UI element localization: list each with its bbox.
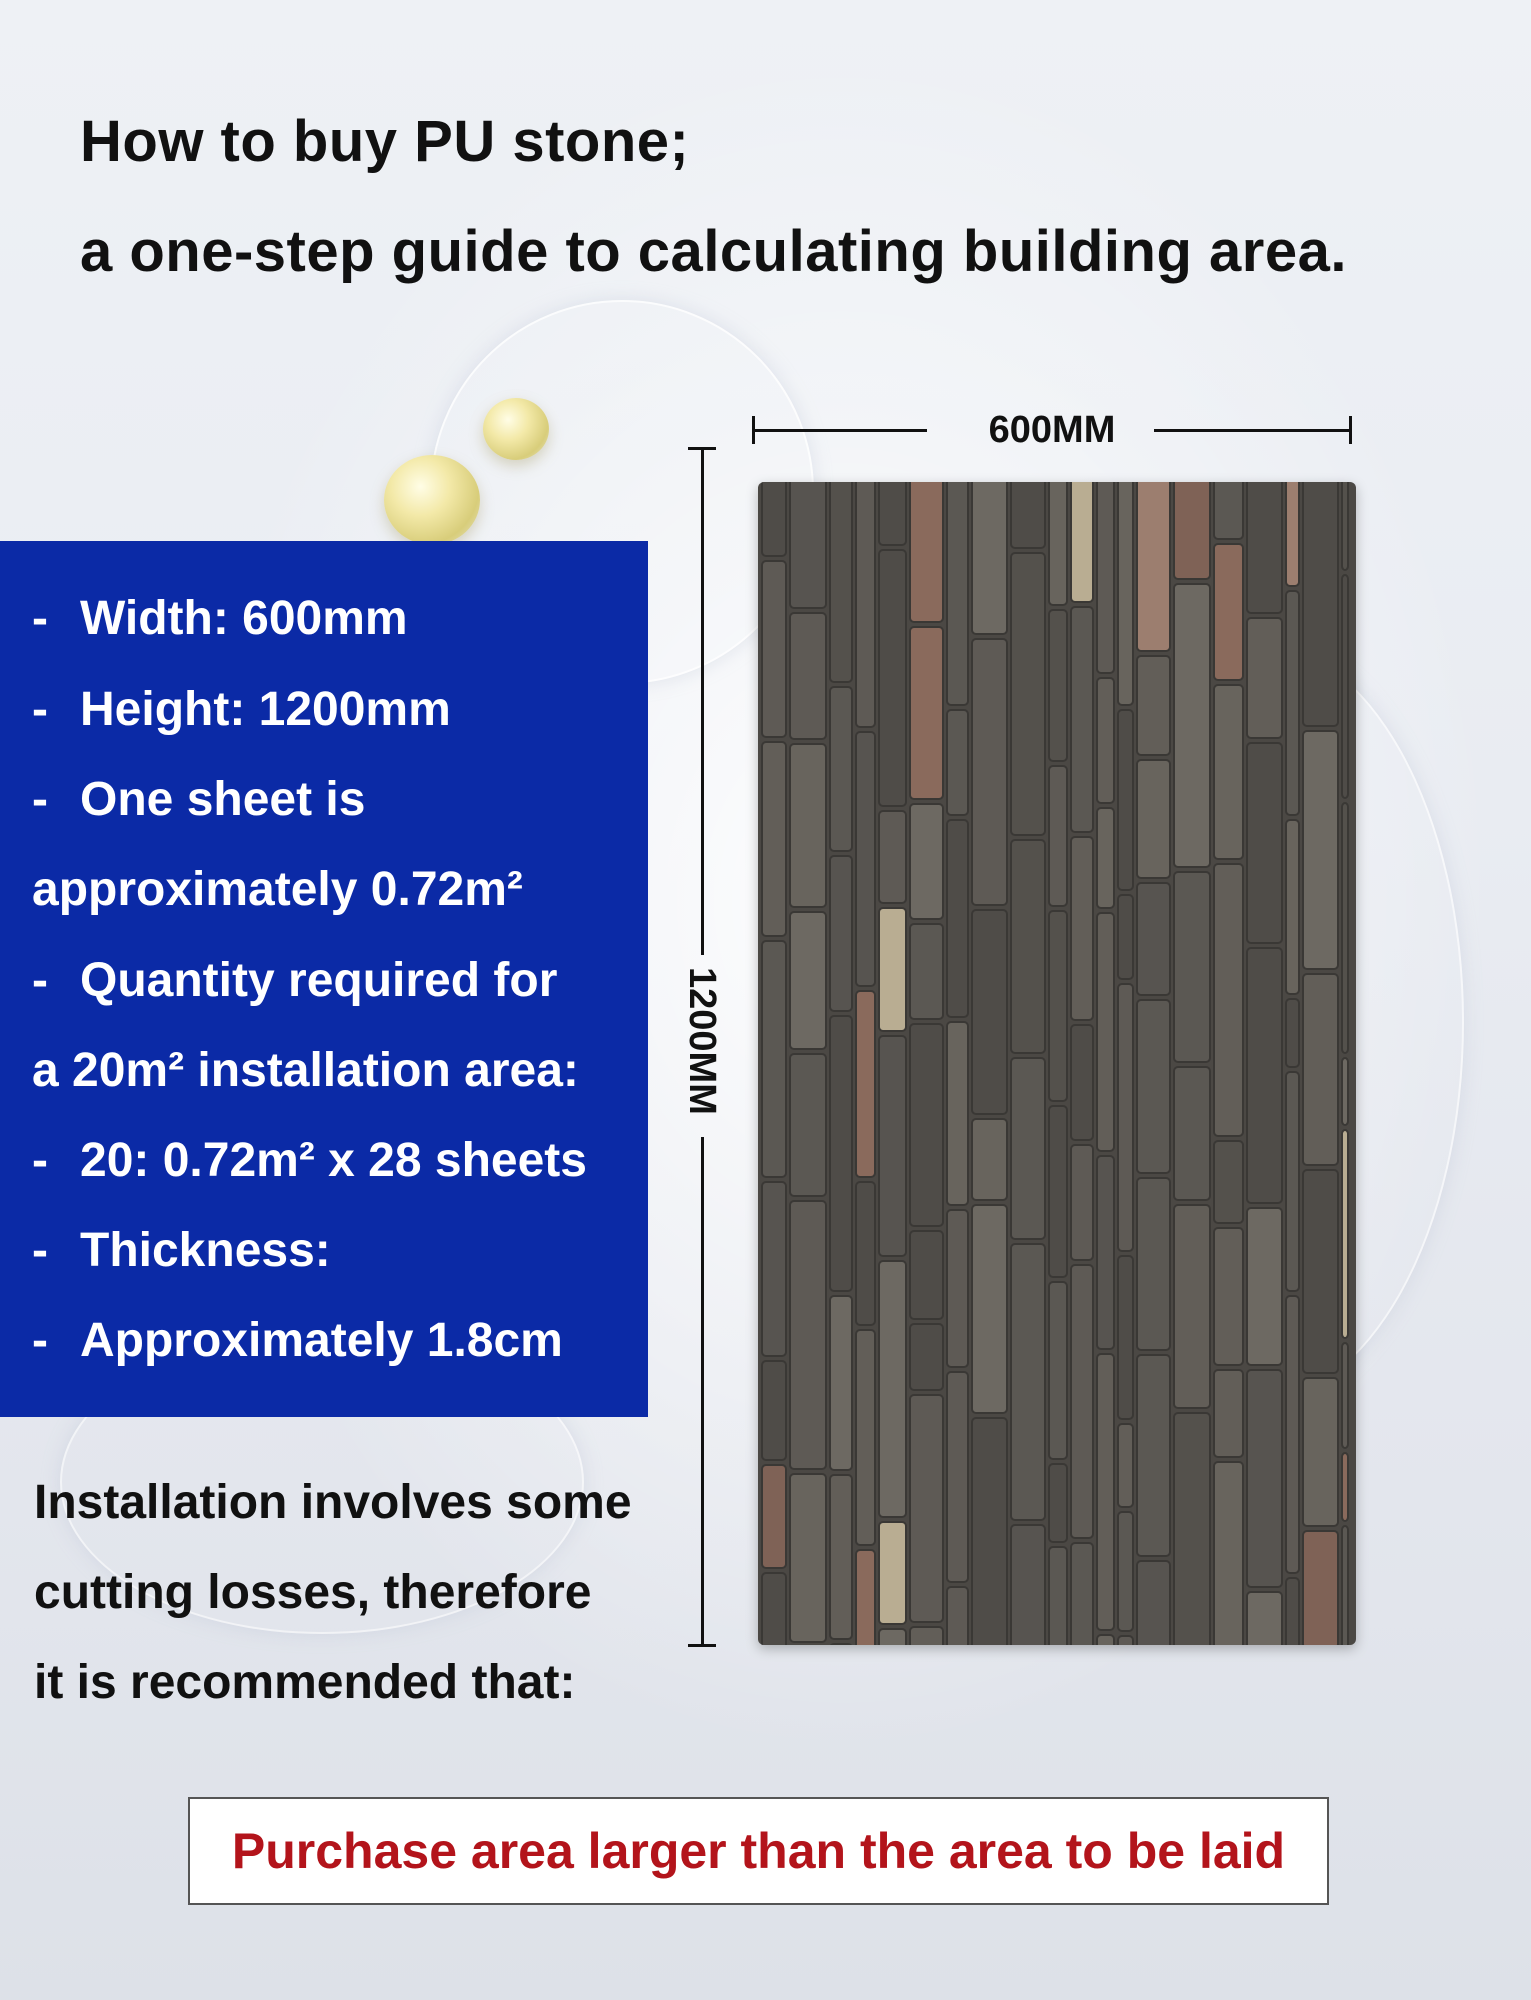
height-dimension xyxy=(682,447,722,1647)
purchase-recommendation-text: Purchase area larger than the area to be laid xyxy=(231,1823,1286,1879)
stone-brick xyxy=(1247,1208,1282,1365)
stone-brick xyxy=(1214,1370,1243,1457)
pu-stone-panel-image xyxy=(758,482,1356,1645)
spec-width: - Width: 600mm xyxy=(32,592,408,645)
stone-brick xyxy=(879,550,906,806)
stone-brick xyxy=(1174,872,1210,1062)
stone-brick xyxy=(790,1054,826,1196)
stone-brick xyxy=(1214,1228,1243,1365)
installation-note: it is recommended that: xyxy=(34,1656,576,1709)
stone-brick xyxy=(856,991,875,1177)
stone-brick xyxy=(972,1119,1007,1200)
stone-brick xyxy=(1137,1000,1170,1173)
stone-brick xyxy=(1011,840,1045,1053)
stone-brick xyxy=(1049,911,1067,1101)
width-dimension xyxy=(752,410,1352,450)
stone-brick xyxy=(790,744,826,907)
stone-brick xyxy=(1097,1156,1114,1349)
water-drop xyxy=(483,398,549,460)
stone-brick xyxy=(1137,760,1170,878)
stone-brick xyxy=(1137,482,1170,651)
stone-brick xyxy=(879,482,906,545)
stone-brick xyxy=(1118,1256,1133,1419)
stone-brick xyxy=(1174,1205,1210,1408)
stone-brick xyxy=(856,1550,875,1645)
purchase-recommendation-box xyxy=(188,1797,1329,1905)
stone-brick xyxy=(1303,731,1338,969)
stone-brick xyxy=(910,1024,943,1226)
stone-brick xyxy=(1097,808,1114,908)
stone-brick xyxy=(947,482,968,705)
stone-brick xyxy=(1174,1413,1210,1645)
width-label: 600MM xyxy=(988,409,1116,451)
stone-brick xyxy=(879,811,906,903)
spec-sheet-area: - One sheet is xyxy=(32,773,366,826)
stone-brick xyxy=(947,1022,968,1205)
stone-brick xyxy=(1214,1141,1243,1223)
page-subtitle: a one-step guide to calculating building area. xyxy=(80,219,1347,284)
specs-panel xyxy=(0,541,648,1417)
stone-brick xyxy=(972,482,1007,634)
stone-brick xyxy=(879,1261,906,1517)
stone-brick xyxy=(762,561,786,737)
stone-brick xyxy=(1011,482,1045,548)
stone-brick xyxy=(1097,482,1114,673)
stone-brick xyxy=(879,1629,906,1645)
stone-brick xyxy=(1342,482,1348,570)
stone-brick xyxy=(1011,1525,1045,1645)
stone-brick xyxy=(1342,803,1348,1053)
stone-brick xyxy=(910,804,943,919)
stone-texture xyxy=(758,482,1356,1645)
dimension-tick xyxy=(1349,416,1352,444)
stone-brick xyxy=(1137,883,1170,995)
stone-brick xyxy=(1071,482,1093,602)
stone-brick xyxy=(1097,1635,1114,1645)
stone-brick xyxy=(1118,984,1133,1251)
stone-brick xyxy=(1071,1265,1093,1538)
stone-brick xyxy=(1097,913,1114,1151)
stone-brick xyxy=(1097,678,1114,803)
water-drop xyxy=(384,455,480,545)
stone-brick xyxy=(1071,607,1093,832)
installation-note: Installation involves some xyxy=(34,1476,632,1529)
stone-brick xyxy=(1049,1547,1067,1645)
stone-brick xyxy=(1247,1592,1282,1645)
stone-brick xyxy=(1137,1178,1170,1350)
stone-brick xyxy=(1049,1106,1067,1277)
stone-brick xyxy=(1286,1296,1299,1573)
stone-brick xyxy=(1137,1355,1170,1556)
stone-brick xyxy=(1049,766,1067,906)
stone-brick xyxy=(1071,1543,1093,1645)
stone-brick xyxy=(1071,1145,1093,1260)
stone-brick xyxy=(1174,482,1210,579)
stone-brick xyxy=(1342,1058,1348,1125)
spec-quantity-area: a 20m² installation area: xyxy=(32,1044,579,1097)
stone-brick xyxy=(762,941,786,1177)
stone-brick xyxy=(1049,1464,1067,1542)
stone-brick xyxy=(856,482,875,727)
page-title: How to buy PU stone; xyxy=(80,109,690,174)
stone-brick xyxy=(1286,820,1299,994)
stone-brick xyxy=(1247,1370,1282,1587)
stone-brick xyxy=(947,820,968,1017)
stone-brick xyxy=(1342,1526,1348,1645)
stone-brick xyxy=(762,1361,786,1460)
stone-brick xyxy=(1214,864,1243,1136)
stone-brick xyxy=(1214,1462,1243,1645)
stone-brick xyxy=(1214,685,1243,859)
stone-brick xyxy=(1011,553,1045,835)
stone-brick xyxy=(1286,482,1299,586)
stone-brick xyxy=(856,1330,875,1545)
stone-brick xyxy=(790,613,826,739)
stone-brick xyxy=(1071,1025,1093,1140)
stone-brick xyxy=(972,639,1007,905)
dimension-line xyxy=(701,1137,704,1647)
stone-brick xyxy=(790,482,826,608)
spec-thickness: - Thickness: xyxy=(32,1224,331,1277)
stone-brick xyxy=(947,710,968,815)
stone-brick xyxy=(910,1324,943,1390)
stone-brick xyxy=(1247,618,1282,738)
stone-brick xyxy=(1303,974,1338,1165)
stone-brick xyxy=(910,1627,943,1645)
stone-brick xyxy=(879,1522,906,1624)
stone-brick xyxy=(947,1210,968,1367)
stone-brick xyxy=(830,687,852,851)
stone-brick xyxy=(1174,584,1210,867)
stone-brick xyxy=(1342,1130,1348,1338)
stone-brick xyxy=(1247,948,1282,1203)
stone-brick xyxy=(790,1474,826,1642)
stone-brick xyxy=(1097,1354,1114,1630)
stone-brick xyxy=(830,1296,852,1470)
stone-brick xyxy=(879,908,906,1031)
stone-brick xyxy=(1247,743,1282,943)
stone-brick xyxy=(1137,656,1170,755)
spec-height: - Height: 1200mm xyxy=(32,683,451,736)
stone-brick xyxy=(879,1036,906,1256)
stone-brick xyxy=(1286,1072,1299,1291)
stone-brick xyxy=(1049,610,1067,761)
stone-brick xyxy=(1137,1561,1170,1645)
stone-brick xyxy=(830,1016,852,1291)
stone-brick xyxy=(762,1182,786,1356)
stone-brick xyxy=(762,1465,786,1568)
stone-brick xyxy=(1286,591,1299,815)
stone-brick xyxy=(762,1573,786,1645)
stone-brick xyxy=(762,742,786,936)
stone-brick xyxy=(1011,1244,1045,1520)
stone-brick xyxy=(947,1587,968,1645)
stone-brick xyxy=(1342,1453,1348,1521)
stone-brick xyxy=(1286,999,1299,1067)
installation-note: cutting losses, therefore xyxy=(34,1566,592,1619)
stone-brick xyxy=(1303,1170,1338,1373)
stone-brick xyxy=(910,1395,943,1622)
stone-brick xyxy=(1247,482,1282,613)
stone-brick xyxy=(790,1201,826,1469)
stone-brick xyxy=(947,1372,968,1582)
stone-brick xyxy=(1118,482,1133,705)
stone-brick xyxy=(790,912,826,1049)
stone-brick xyxy=(1303,482,1338,726)
dimension-line xyxy=(1154,429,1349,432)
stone-brick xyxy=(830,1475,852,1639)
stone-brick xyxy=(1214,482,1243,539)
stone-brick xyxy=(1342,1343,1348,1448)
spec-thickness-value: - Approximately 1.8cm xyxy=(32,1314,563,1367)
stone-brick xyxy=(1118,1512,1133,1631)
stone-brick xyxy=(910,627,943,799)
stone-brick xyxy=(856,1182,875,1325)
height-label: 1200MM xyxy=(681,967,723,1115)
stone-brick xyxy=(830,482,852,682)
stone-brick xyxy=(972,1418,1007,1645)
stone-brick xyxy=(1118,895,1133,979)
stone-brick xyxy=(1049,482,1067,605)
stone-brick xyxy=(1011,1058,1045,1239)
stone-brick xyxy=(972,910,1007,1114)
stone-brick xyxy=(1214,544,1243,680)
stone-brick xyxy=(1174,1067,1210,1200)
stone-brick xyxy=(1342,575,1348,798)
spec-quantity-value: - 20: 0.72m² x 28 sheets xyxy=(32,1134,587,1187)
dimension-line xyxy=(752,429,927,432)
stone-brick xyxy=(762,482,786,556)
stone-brick xyxy=(910,1231,943,1319)
stone-brick xyxy=(1303,1531,1338,1645)
stone-brick xyxy=(830,856,852,1011)
dimension-tick xyxy=(688,1644,716,1647)
dimension-line xyxy=(701,447,704,955)
stone-brick xyxy=(856,732,875,986)
stone-brick xyxy=(830,1644,852,1645)
stone-brick xyxy=(1118,1424,1133,1507)
stone-brick xyxy=(1071,837,1093,1020)
stone-brick xyxy=(910,924,943,1019)
spec-quantity: - Quantity required for xyxy=(32,954,558,1007)
stone-brick xyxy=(1118,1636,1133,1645)
spec-sheet-area-value: approximately 0.72m² xyxy=(32,863,523,916)
stone-brick xyxy=(1303,1378,1338,1526)
stone-brick xyxy=(1286,1578,1299,1645)
stone-brick xyxy=(1118,710,1133,890)
stone-brick xyxy=(1049,1282,1067,1459)
stone-brick xyxy=(910,482,943,622)
stone-brick xyxy=(972,1205,1007,1413)
